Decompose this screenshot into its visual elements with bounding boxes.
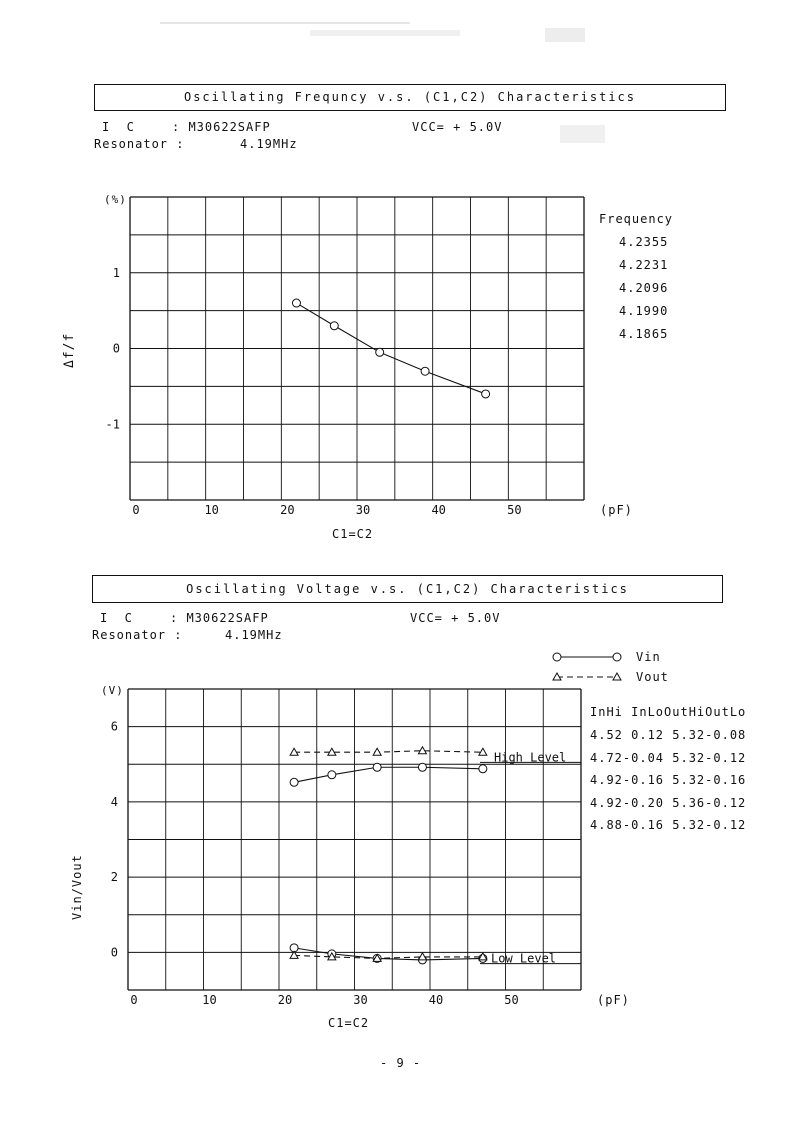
chart1-point-circle	[421, 367, 429, 375]
chart2-table-row: 4.92-0.20 5.36-0.12	[590, 795, 747, 810]
chart2-x-tick-label: 40	[428, 993, 444, 1007]
chart1-x-tick-label: 30	[355, 503, 371, 517]
chart1-x-tick-label: 0	[132, 503, 140, 517]
chart1-x-label: C1=C2	[332, 527, 374, 541]
chart1-y-label: Δf/f	[62, 332, 77, 368]
chart2-y-label: Vin/Vout	[70, 854, 84, 920]
chart2-y-tick-label: 0	[110, 945, 118, 960]
chart2-table-row: 4.52 0.12 5.32-0.08	[590, 728, 747, 742]
chart1-resonator-label: Resonator :	[94, 137, 185, 151]
chart2-point-circle	[290, 778, 298, 786]
chart2-series-line	[294, 751, 483, 753]
chart2-table-header: InHi InLoOutHiOutLo	[590, 705, 747, 719]
chart2-legend-vin: Vin	[636, 650, 661, 664]
chart2-legend-vin-marker	[613, 653, 621, 661]
chart1-legend-value: 4.2355	[619, 235, 669, 249]
chart2-table-row: 4.92-0.16 5.32-0.16	[590, 773, 747, 787]
chart2-x-tick-label: 20	[277, 993, 293, 1007]
chart1-x-tick-label: 50	[507, 503, 522, 517]
chart2-low-level-label: Low Level	[491, 951, 557, 966]
chart2-point-triangle	[418, 747, 426, 754]
chart2-table-row: 4.72-0.04 5.32-0.12	[590, 750, 747, 765]
chart2-y-unit: (V)	[101, 684, 124, 697]
chart2-table-row: 4.88-0.16 5.32-0.12	[590, 818, 747, 832]
chart1-y-tick-label: 0	[112, 341, 120, 356]
chart1-x-tick-label: 40	[431, 503, 446, 517]
chart2-title: Oscillating Voltage v.s. (C1,C2) Characteristics	[186, 582, 629, 596]
chart2-y-tick-label: 2	[110, 870, 118, 885]
chart2-vcc: VCC= + 5.0V	[410, 611, 501, 625]
chart2-ic-value: : M30622SAFP	[170, 611, 269, 625]
chart2-legend-vout: Vout	[636, 670, 669, 684]
chart2-x-tick-label: 10	[202, 993, 217, 1007]
chart1-point-circle	[376, 348, 384, 356]
chart2-point-circle	[418, 763, 426, 771]
chart2-series-line	[294, 767, 483, 782]
chart1-legend-value: 4.1990	[619, 304, 669, 318]
chart2-y-tick-label: 6	[110, 719, 118, 734]
chart2-legend-vin-marker	[553, 653, 561, 661]
chart2-x-tick-label: 0	[130, 993, 138, 1007]
chart1-legend-title: Frequency	[599, 212, 674, 226]
chart1-title: Oscillating Frequncy v.s. (C1,C2) Characteristics	[183, 90, 636, 104]
chart2-y-tick-label: 4	[110, 794, 118, 809]
chart1-resonator-value: 4.19MHz	[240, 137, 298, 151]
chart2-resonator-value: 4.19MHz	[225, 628, 283, 642]
chart1-legend-value: 4.2096	[619, 281, 669, 295]
chart2-resonator-label: Resonator :	[92, 628, 183, 642]
chart1-point-circle	[482, 390, 490, 398]
chart2-legend-vout-marker	[613, 673, 621, 680]
chart2-x-unit: (pF)	[597, 993, 630, 1007]
chart2-point-circle	[479, 765, 487, 773]
chart1-y-tick-label: -1	[105, 417, 120, 432]
chart1-point-circle	[292, 299, 300, 307]
chart1-x-tick-label: 10	[204, 503, 219, 517]
chart1-ic-value: : M30622SAFP	[172, 120, 271, 134]
chart1-x-unit: (pF)	[600, 503, 633, 517]
chart2-x-tick-label: 30	[353, 993, 368, 1007]
chart1-y-tick-label: 1	[112, 265, 120, 280]
chart2-ic-label: I C	[100, 611, 133, 625]
chart1-y-unit: (%)	[104, 193, 127, 206]
chart2-high-level-label: High Level	[494, 750, 567, 765]
chart2-x-label: C1=C2	[328, 1016, 370, 1030]
chart2-x-tick-label: 50	[504, 993, 519, 1007]
chart1-legend-value: 4.1865	[619, 327, 669, 341]
chart1-x-tick-label: 20	[280, 503, 295, 517]
chart2-series-line	[294, 955, 483, 958]
chart1-vcc: VCC= + 5.0V	[412, 120, 503, 134]
page-number: - 9 -	[380, 1056, 422, 1070]
chart1-ic-label: I C	[102, 120, 135, 134]
chart1-legend-value: 4.2231	[619, 258, 669, 272]
chart1-point-circle	[330, 322, 338, 330]
chart2-point-circle	[328, 771, 336, 779]
chart2-point-circle	[373, 763, 381, 771]
